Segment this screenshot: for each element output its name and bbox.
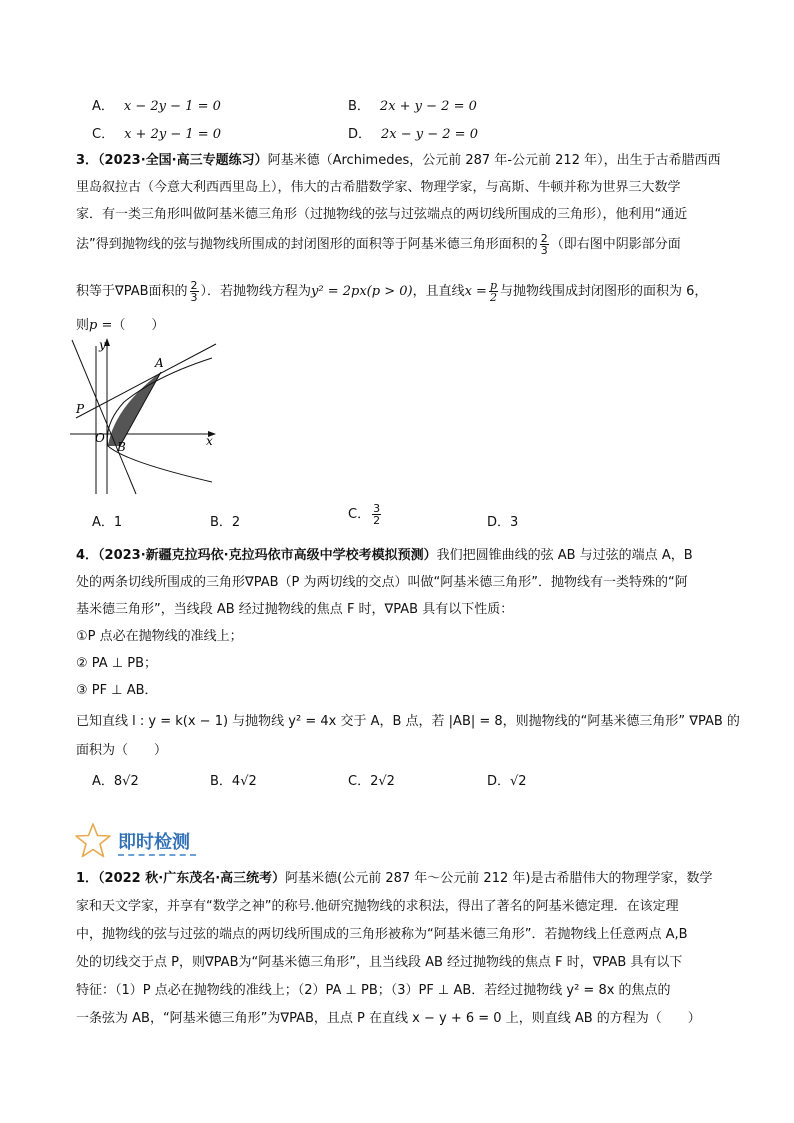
q3-line-6 bbox=[76, 316, 164, 336]
q3-option-c bbox=[348, 503, 383, 526]
question-text: 则 bbox=[76, 318, 90, 333]
question-text: 法”得到抛物线的弦与抛物线所围成的封闭图形的面积等于阿基米德三角形面积的 bbox=[76, 237, 538, 252]
question-text: 积等于∇PAB面积的 bbox=[76, 284, 188, 299]
section-title: 即时检测 bbox=[118, 832, 190, 853]
q3-line-1 bbox=[76, 151, 721, 171]
question-source: （2023·全国·高三专题练习） bbox=[98, 153, 268, 168]
option-expression: 2x − y − 2 = 0 bbox=[381, 127, 478, 142]
fraction-denominator: 2 bbox=[489, 291, 497, 304]
fraction-three-halves bbox=[372, 503, 381, 526]
parabola-figure bbox=[66, 336, 224, 496]
q4-property-3: ③ PF ⊥ AB． bbox=[76, 683, 158, 698]
q2-option-b bbox=[348, 95, 477, 114]
question-source: （2023·新疆克拉玛依·克拉玛依市高级中学校考模拟预测） bbox=[98, 548, 437, 563]
question-text: ，且直线 bbox=[412, 284, 465, 299]
option-letter: B． bbox=[348, 99, 370, 114]
line-equation: x = bbox=[464, 284, 487, 299]
fraction-p-over-2 bbox=[489, 280, 498, 303]
question-source: （2022 秋·广东茂名·高三统考） bbox=[98, 871, 286, 886]
option-expression: x + 2y − 1 = 0 bbox=[124, 127, 222, 142]
fraction-numerator: 2 bbox=[540, 232, 548, 245]
fraction-denominator: 2 bbox=[373, 514, 381, 527]
q4-option-b: B．4√2 bbox=[210, 774, 257, 789]
q4-line-3: 基米德三角形”，当线段 AB 经过抛物线的焦点 F 时，∇PAB 具有以下性质： bbox=[76, 602, 514, 617]
option-letter: D． bbox=[348, 127, 372, 142]
label-o: O bbox=[95, 431, 105, 445]
label-b: B bbox=[117, 440, 126, 454]
fraction-two-thirds bbox=[540, 233, 549, 256]
question-text: ）．若抛物线方程为 bbox=[200, 284, 312, 299]
option-letter: C． bbox=[92, 127, 115, 142]
label-a: A bbox=[155, 356, 164, 370]
q4-line-5: 面积为（ ） bbox=[76, 743, 168, 758]
question-text: 与抛物线围成封闭图形的面积为 6， bbox=[500, 284, 708, 299]
q1-line-4: 处的切线交于点 P，则∇PAB为“阿基米德三角形”，且当线段 AB 经过抛物线的焦点 F 时，∇PAB 具有以下 bbox=[76, 955, 683, 970]
section-title-underline bbox=[118, 854, 196, 856]
question-text: 我们把圆锥曲线的弦 AB 与过弦的端点 A，B bbox=[436, 548, 693, 563]
q3-line-3: 家．有一类三角形叫做阿基米德三角形（过抛物线的弦与过弦端点的两切线所围成的三角形），他利用“通近 bbox=[76, 207, 688, 222]
fraction-two-thirds bbox=[190, 280, 199, 303]
question-number: 3． bbox=[76, 153, 99, 168]
q4-property-1: ①P 点必在抛物线的准线上； bbox=[76, 629, 243, 644]
label-y: y bbox=[99, 338, 106, 352]
question-number: 1． bbox=[76, 871, 99, 886]
option-letter: C． bbox=[348, 507, 371, 522]
q4-line-4: 已知直线 l : y = k(x − 1) 与抛物线 y² = 4x 交于 A，B 点，若 |AB| = 8，则抛物线的“阿基米德三角形” ∇PAB 的 bbox=[76, 714, 740, 729]
q1-line-1 bbox=[76, 869, 712, 889]
q1-line-6: 一条弦为 AB，“阿基米德三角形”为∇PAB，且点 P 在直线 x − y + 6 = 0 上，则直线 AB 的方程为（ ） bbox=[76, 1011, 701, 1026]
q2-option-d bbox=[348, 123, 478, 142]
q4-option-c: C．2√2 bbox=[348, 774, 395, 789]
star-icon bbox=[74, 822, 112, 860]
answer-blank: （ ） bbox=[112, 318, 165, 333]
fraction-numerator: 2 bbox=[190, 279, 198, 292]
question-text: 阿基米德（Archimedes，公元前 287 年-公元前 212 年），出生于古希腊西西 bbox=[267, 153, 721, 168]
question-text: 阿基米德(公元前 287 年～公元前 212 年)是古希腊伟大的物理学家，数学 bbox=[285, 871, 713, 886]
parabola-equation: y² = 2px(p > 0) bbox=[311, 284, 413, 299]
option-letter: A． bbox=[92, 99, 114, 114]
q3-line-4 bbox=[76, 233, 681, 256]
question-math: p = bbox=[89, 318, 113, 333]
q1-line-5: 特征：（1）P 点必在抛物线的准线上；（2）PA ⊥ PB；（3）PF ⊥ AB．若经过抛物线 y² = 8x 的焦点的 bbox=[76, 983, 671, 998]
option-expression: 2x + y − 2 = 0 bbox=[379, 99, 477, 114]
q2-option-a bbox=[92, 95, 221, 114]
q2-option-c bbox=[92, 123, 221, 142]
q4-option-a: A．8√2 bbox=[92, 774, 139, 789]
q1-line-3: 中，抛物线的弦与过弦的端点的两切线所围成的三角形被称为“阿基米德三角形”．若抛物线上任意两点 A,B bbox=[76, 927, 688, 942]
question-number: 4． bbox=[76, 548, 99, 563]
q1-line-2: 家和天文学家，并享有“数学之神”的称号.他研究抛物线的求积法，得出了著名的阿基米德定理．在该定理 bbox=[76, 899, 679, 914]
q3-line-2: 里岛叙拉古（今意大利西西里岛上），伟大的古希腊数学家、物理学家，与高斯、牛顿并称为世界三大数学 bbox=[76, 180, 681, 195]
q3-option-a: A．1 bbox=[92, 515, 123, 530]
fraction-numerator: p bbox=[489, 279, 497, 292]
q3-option-d: D．3 bbox=[487, 515, 519, 530]
q4-option-d: D．√2 bbox=[487, 774, 527, 789]
q3-line-5 bbox=[76, 280, 707, 303]
q3-option-b: B．2 bbox=[210, 515, 241, 530]
tangent-at-a bbox=[76, 344, 216, 418]
q4-line-1 bbox=[76, 546, 693, 566]
label-p: P bbox=[76, 402, 85, 416]
q4-line-2: 处的两条切线所围成的三角形∇PAB（P 为两切线的交点）叫做“阿基米德三角形”．抛物线有一类特殊的“阿 bbox=[76, 575, 688, 590]
label-x: x bbox=[206, 434, 213, 448]
question-text: （即右图中阴影部分面 bbox=[550, 237, 681, 252]
fraction-denominator: 3 bbox=[540, 244, 548, 257]
fraction-denominator: 3 bbox=[190, 291, 198, 304]
option-expression: x − 2y − 1 = 0 bbox=[123, 99, 221, 114]
q4-property-2: ② PA ⊥ PB； bbox=[76, 656, 158, 671]
fraction-numerator: 3 bbox=[373, 502, 381, 515]
